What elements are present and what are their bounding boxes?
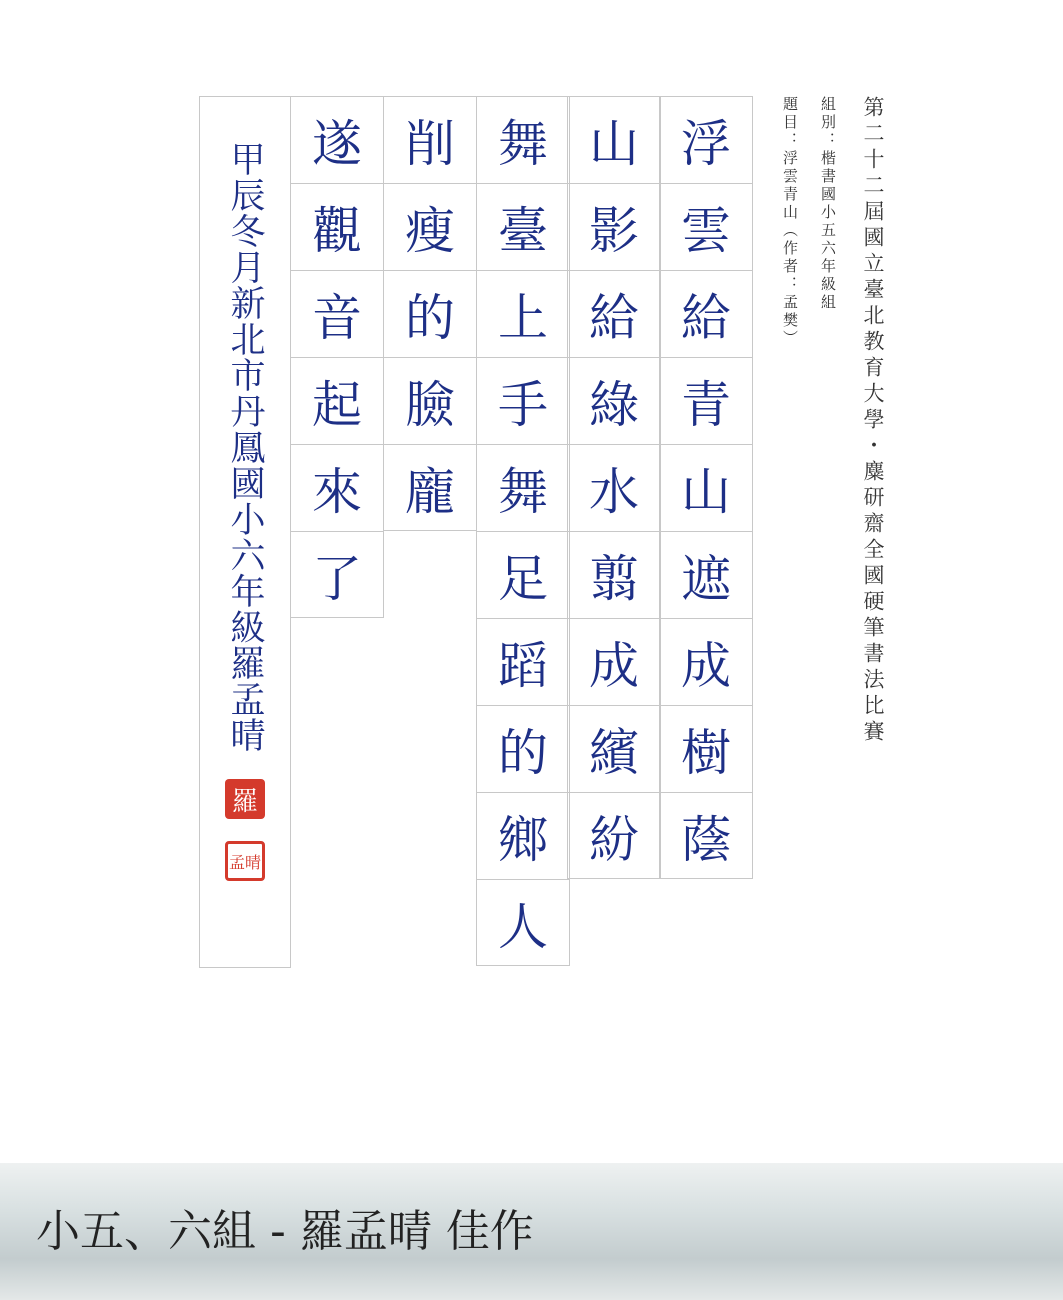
grid-cell: 繽 xyxy=(568,705,660,792)
grid-column-2 xyxy=(567,96,661,879)
grid-cell: 臉 xyxy=(384,357,476,444)
signature-text: 甲辰冬月新北市丹鳳國小六年級羅孟晴 xyxy=(225,141,265,753)
grid-column-4 xyxy=(383,96,477,531)
grid-cell: 了 xyxy=(291,531,383,618)
grid-cell: 遮 xyxy=(660,531,752,618)
grid-cell: 上 xyxy=(477,270,569,357)
grid-cell: 蔭 xyxy=(660,792,752,879)
grid-cell: 給 xyxy=(568,270,660,357)
header-group: 組別：楷書國小五六年級組 xyxy=(819,96,837,312)
grid-cell: 青 xyxy=(660,357,752,444)
grid-cell: 人 xyxy=(477,879,569,966)
grid-cell: 影 xyxy=(568,183,660,270)
grid-cell: 遂 xyxy=(291,96,383,183)
grid-cell: 紛 xyxy=(568,792,660,879)
grid-cell: 翦 xyxy=(568,531,660,618)
grid-cell: 蹈 xyxy=(477,618,569,705)
grid-cell: 削 xyxy=(384,96,476,183)
header-title: 第二十二屆國立臺北教育大學・麋研齋全國硬筆書法比賽 xyxy=(861,96,885,746)
grid-cell: 樹 xyxy=(660,705,752,792)
grid-cell: 足 xyxy=(477,531,569,618)
grid-cell: 山 xyxy=(568,96,660,183)
grid-cell: 鄉 xyxy=(477,792,569,879)
grid-cell: 山 xyxy=(660,444,752,531)
grid-cell: 成 xyxy=(660,618,752,705)
grid-cell: 舞 xyxy=(477,444,569,531)
grid-cell: 成 xyxy=(568,618,660,705)
grid-cell: 綠 xyxy=(568,357,660,444)
grid-cell: 雲 xyxy=(660,183,752,270)
grid-cell: 給 xyxy=(660,270,752,357)
signature-column xyxy=(199,96,291,968)
grid-cell: 觀 xyxy=(291,183,383,270)
seal-stamp-red: 羅 xyxy=(225,779,265,819)
grid-cell: 起 xyxy=(291,357,383,444)
grid-cell: 音 xyxy=(291,270,383,357)
grid-cell: 臺 xyxy=(477,183,569,270)
grid-cell: 的 xyxy=(384,270,476,357)
seal-stamp-outline: 孟晴 xyxy=(225,841,265,881)
grid-cell: 來 xyxy=(291,444,383,531)
grid-cell: 浮 xyxy=(660,96,752,183)
grid-cell: 手 xyxy=(477,357,569,444)
grid-cell: 舞 xyxy=(477,96,569,183)
grid-column-5 xyxy=(290,96,384,618)
grid-cell: 的 xyxy=(477,705,569,792)
grid-column-3 xyxy=(476,96,570,966)
footer-caption: 小五、六組 - 羅孟晴 佳作 xyxy=(36,1206,534,1257)
header-topic: 題目：浮雲青山（作者：孟樊） xyxy=(781,96,799,348)
grid-cell: 水 xyxy=(568,444,660,531)
grid-column-1 xyxy=(659,96,753,879)
grid-cell: 龐 xyxy=(384,444,476,531)
grid-cell: 瘦 xyxy=(384,183,476,270)
